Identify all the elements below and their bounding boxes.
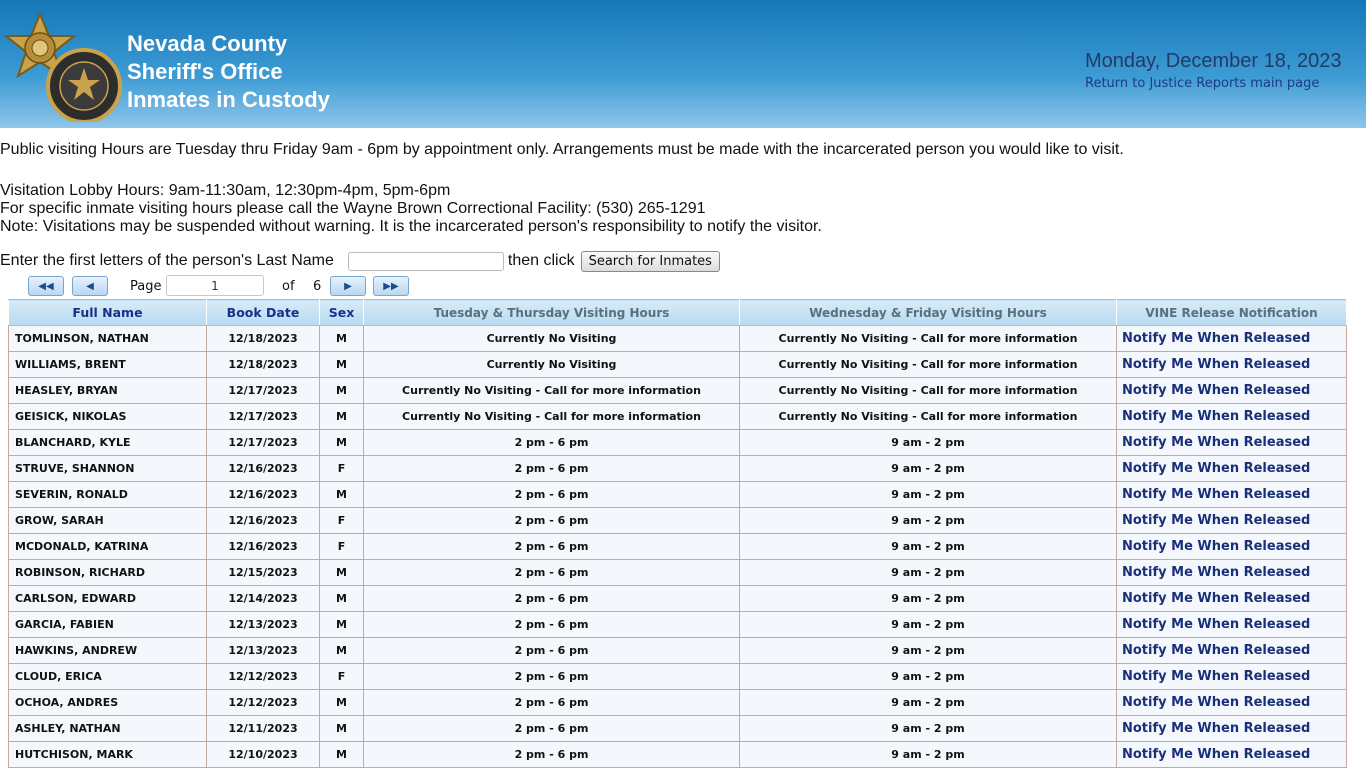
sex-cell: M [320,352,364,378]
full-name-cell: MCDONALD, KATRINA [9,534,207,560]
sex-cell: M [320,482,364,508]
search-inmates-button[interactable]: Search for Inmates [581,251,720,272]
sex-cell: F [320,508,364,534]
last-page-icon: ▶▶ [383,280,399,292]
table-row [9,456,1347,482]
notify-released-link[interactable]: Notify Me When Released [1117,404,1347,430]
full-name-cell: CARLSON, EDWARD [9,586,207,612]
column-header-book-date[interactable]: Book Date [207,300,320,326]
suspension-note: Note: Visitations may be suspended without warning. It is the incarcerated person's responsibility to notify the visitor. [0,218,822,235]
book-date-cell: 12/14/2023 [207,586,320,612]
phone-notice: For specific inmate visiting hours please call the Wayne Brown Correctional Facility: (530) 265-1291 [0,200,706,217]
table-row [9,586,1347,612]
table-row [9,742,1347,768]
book-date-cell: 12/15/2023 [207,560,320,586]
next-page-button[interactable] [330,276,366,296]
wed-fri-hours-cell: 9 am - 2 pm [740,742,1117,768]
full-name-cell: SEVERIN, RONALD [9,482,207,508]
tue-thu-hours-cell: 2 pm - 6 pm [364,664,740,690]
table-row [9,638,1347,664]
table-row [9,664,1347,690]
header-banner [0,0,1366,128]
tue-thu-hours-cell: Currently No Visiting [364,326,740,352]
book-date-cell: 12/16/2023 [207,534,320,560]
sex-cell: F [320,534,364,560]
column-header-full-name[interactable]: Full Name [9,300,207,326]
full-name-cell: CLOUD, ERICA [9,664,207,690]
tue-thu-hours-cell: 2 pm - 6 pm [364,716,740,742]
wed-fri-hours-cell: 9 am - 2 pm [740,456,1117,482]
book-date-cell: 12/11/2023 [207,716,320,742]
tue-thu-hours-cell: 2 pm - 6 pm [364,430,740,456]
first-page-button[interactable] [28,276,64,296]
table-row [9,690,1347,716]
full-name-cell: GARCIA, FABIEN [9,612,207,638]
sex-cell: M [320,404,364,430]
full-name-cell: OCHOA, ANDRES [9,690,207,716]
notify-released-link[interactable]: Notify Me When Released [1117,560,1347,586]
book-date-cell: 12/16/2023 [207,456,320,482]
book-date-cell: 12/13/2023 [207,612,320,638]
full-name-cell: GROW, SARAH [9,508,207,534]
wed-fri-hours-cell: 9 am - 2 pm [740,638,1117,664]
sex-cell: F [320,664,364,690]
lobby-hours-notice: Visitation Lobby Hours: 9am-11:30am, 12:30pm-4pm, 5pm-6pm [0,182,451,199]
tue-thu-hours-cell: 2 pm - 6 pm [364,742,740,768]
last-name-search-input[interactable] [348,252,504,271]
tue-thu-hours-cell: 2 pm - 6 pm [364,690,740,716]
table-row [9,326,1347,352]
sex-cell: M [320,378,364,404]
book-date-cell: 12/17/2023 [207,378,320,404]
tue-thu-hours-cell: 2 pm - 6 pm [364,534,740,560]
full-name-cell: WILLIAMS, BRENT [9,352,207,378]
notify-released-link[interactable]: Notify Me When Released [1117,508,1347,534]
wed-fri-hours-cell: 9 am - 2 pm [740,508,1117,534]
book-date-cell: 12/18/2023 [207,352,320,378]
book-date-cell: 12/13/2023 [207,638,320,664]
book-date-cell: 12/17/2023 [207,404,320,430]
sex-cell: M [320,586,364,612]
tue-thu-hours-cell: 2 pm - 6 pm [364,560,740,586]
title-line-county: Nevada County [127,31,288,56]
current-date: Monday, December 18, 2023 [1085,50,1342,72]
full-name-cell: HAWKINS, ANDREW [9,638,207,664]
full-name-cell: TOMLINSON, NATHAN [9,326,207,352]
table-header-row [9,300,1347,326]
table-row [9,404,1347,430]
table-row [9,378,1347,404]
notify-released-link[interactable]: Notify Me When Released [1117,638,1347,664]
sheriff-star-icon [4,14,124,122]
sex-cell: M [320,742,364,768]
tue-thu-hours-cell: 2 pm - 6 pm [364,482,740,508]
visiting-hours-notice: Public visiting Hours are Tuesday thru Friday 9am - 6pm by appointment only. Arrangements must be made with the incarcerated person you would like to visit. [0,141,1124,158]
next-page-icon: ▶ [344,280,352,292]
then-click-label: then click [507,252,575,269]
notify-released-link[interactable]: Notify Me When Released [1117,430,1347,456]
wed-fri-hours-cell: 9 am - 2 pm [740,586,1117,612]
notify-released-link[interactable]: Notify Me When Released [1117,742,1347,768]
full-name-cell: ROBINSON, RICHARD [9,560,207,586]
site-title [127,30,330,114]
table-row [9,534,1347,560]
column-header-sex[interactable]: Sex [320,300,364,326]
search-row [0,250,720,272]
page-label: Page [130,279,162,294]
table-row [9,430,1347,456]
notify-released-link[interactable]: Notify Me When Released [1117,352,1347,378]
wed-fri-hours-cell: 9 am - 2 pm [740,716,1117,742]
table-row [9,612,1347,638]
tue-thu-hours-cell: 2 pm - 6 pm [364,508,740,534]
wed-fri-hours-cell: 9 am - 2 pm [740,664,1117,690]
title-line-page: Inmates in Custody [127,87,330,112]
inmates-table [8,299,1347,768]
sex-cell: M [320,716,364,742]
table-row [9,716,1347,742]
book-date-cell: 12/16/2023 [207,508,320,534]
sex-cell: M [320,560,364,586]
sex-cell: F [320,456,364,482]
sex-cell: M [320,690,364,716]
sex-cell: M [320,430,364,456]
page-number-input[interactable]: 1 [166,275,264,296]
table-row [9,352,1347,378]
tue-thu-hours-cell: 2 pm - 6 pm [364,586,740,612]
wed-fri-hours-cell: Currently No Visiting - Call for more information [740,352,1117,378]
sex-cell: M [320,612,364,638]
notify-released-link[interactable]: Notify Me When Released [1117,612,1347,638]
tue-thu-hours-cell: Currently No Visiting - Call for more information [364,404,740,430]
notify-released-link[interactable]: Notify Me When Released [1117,378,1347,404]
notify-released-link[interactable]: Notify Me When Released [1117,664,1347,690]
tue-thu-hours-cell: Currently No Visiting [364,352,740,378]
notify-released-link[interactable]: Notify Me When Released [1117,456,1347,482]
full-name-cell: BLANCHARD, KYLE [9,430,207,456]
tue-thu-hours-cell: 2 pm - 6 pm [364,638,740,664]
notify-released-link[interactable]: Notify Me When Released [1117,716,1347,742]
wed-fri-hours-cell: 9 am - 2 pm [740,612,1117,638]
table-body [9,326,1347,768]
full-name-cell: ASHLEY, NATHAN [9,716,207,742]
of-label: of [282,279,295,294]
wed-fri-hours-cell: Currently No Visiting - Call for more information [740,404,1117,430]
wed-fri-hours-cell: 9 am - 2 pm [740,430,1117,456]
title-line-office: Sheriff's Office [127,59,283,84]
book-date-cell: 12/12/2023 [207,690,320,716]
total-pages: 6 [313,279,322,294]
sheriff-badge-logo [4,14,124,122]
sex-cell: M [320,638,364,664]
first-page-icon: ◀◀ [38,280,54,292]
book-date-cell: 12/12/2023 [207,664,320,690]
full-name-cell: HUTCHISON, MARK [9,742,207,768]
wed-fri-hours-cell: 9 am - 2 pm [740,534,1117,560]
search-label: Enter the first letters of the person's Last Name [0,252,334,269]
last-page-button[interactable] [373,276,409,296]
previous-page-button[interactable] [72,276,108,296]
book-date-cell: 12/17/2023 [207,430,320,456]
book-date-cell: 12/10/2023 [207,742,320,768]
column-header-wed-fri-hours: Wednesday & Friday Visiting Hours [740,300,1117,326]
wed-fri-hours-cell: 9 am - 2 pm [740,482,1117,508]
book-date-cell: 12/18/2023 [207,326,320,352]
book-date-cell: 12/16/2023 [207,482,320,508]
wed-fri-hours-cell: Currently No Visiting - Call for more information [740,326,1117,352]
tue-thu-hours-cell: 2 pm - 6 pm [364,456,740,482]
table-row [9,508,1347,534]
sex-cell: M [320,326,364,352]
wed-fri-hours-cell: 9 am - 2 pm [740,560,1117,586]
column-header-vine-notification: VINE Release Notification [1117,300,1347,326]
tue-thu-hours-cell: Currently No Visiting - Call for more information [364,378,740,404]
notify-released-link[interactable]: Notify Me When Released [1117,586,1347,612]
previous-page-icon: ◀ [86,280,94,292]
notify-released-link[interactable]: Notify Me When Released [1117,326,1347,352]
full-name-cell: STRUVE, SHANNON [9,456,207,482]
notify-released-link[interactable]: Notify Me When Released [1117,690,1347,716]
column-header-tue-thu-hours: Tuesday & Thursday Visiting Hours [364,300,740,326]
notify-released-link[interactable]: Notify Me When Released [1117,482,1347,508]
return-main-page-link[interactable]: Return to Justice Reports main page [1085,76,1320,91]
full-name-cell: HEASLEY, BRYAN [9,378,207,404]
wed-fri-hours-cell: Currently No Visiting - Call for more information [740,378,1117,404]
table-row [9,482,1347,508]
full-name-cell: GEISICK, NIKOLAS [9,404,207,430]
tue-thu-hours-cell: 2 pm - 6 pm [364,612,740,638]
wed-fri-hours-cell: 9 am - 2 pm [740,690,1117,716]
notify-released-link[interactable]: Notify Me When Released [1117,534,1347,560]
table-row [9,560,1347,586]
